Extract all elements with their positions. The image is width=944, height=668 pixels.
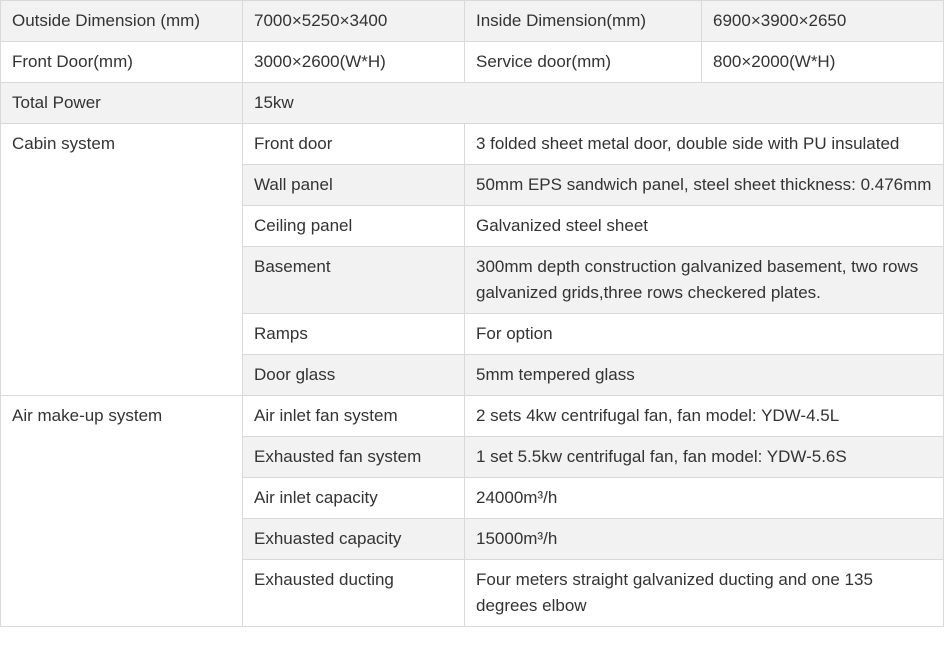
air-item-name: Air inlet capacity (243, 478, 465, 519)
cabin-item-value: 50mm EPS sandwich panel, steel sheet thickness: 0.476mm (465, 165, 944, 206)
cabin-item-value: 3 folded sheet metal door, double side with PU insulated (465, 124, 944, 165)
service-door-size-value: 800×2000(W*H) (702, 42, 944, 83)
cabin-item-name: Door glass (243, 355, 465, 396)
outside-dimension-label: Outside Dimension (mm) (1, 1, 243, 42)
air-item-name: Exhausted ducting (243, 560, 465, 627)
cabin-item-name: Basement (243, 247, 465, 314)
table-row (1, 42, 944, 83)
table-row (1, 1, 944, 42)
cabin-item-value: For option (465, 314, 944, 355)
cabin-system-label: Cabin system (1, 124, 243, 396)
table-row (1, 124, 944, 165)
table-row (1, 83, 944, 124)
air-item-name: Exhuasted capacity (243, 519, 465, 560)
table-row (1, 396, 944, 437)
cabin-item-name: Wall panel (243, 165, 465, 206)
total-power-value: 15kw (243, 83, 944, 124)
cabin-item-value: 300mm depth construction galvanized basement, two rows galvanized grids,three rows checkered plates. (465, 247, 944, 314)
air-system-label: Air make-up system (1, 396, 243, 627)
cabin-item-name: Ceiling panel (243, 206, 465, 247)
air-item-name: Exhausted fan system (243, 437, 465, 478)
inside-dimension-label: Inside Dimension(mm) (465, 1, 702, 42)
cabin-item-name: Ramps (243, 314, 465, 355)
air-item-value: 2 sets 4kw centrifugal fan, fan model: YDW-4.5L (465, 396, 944, 437)
air-item-name: Air inlet fan system (243, 396, 465, 437)
front-door-size-label: Front Door(mm) (1, 42, 243, 83)
air-item-value: 15000m³/h (465, 519, 944, 560)
inside-dimension-value: 6900×3900×2650 (702, 1, 944, 42)
cabin-item-name: Front door (243, 124, 465, 165)
outside-dimension-value: 7000×5250×3400 (243, 1, 465, 42)
cabin-item-value: 5mm tempered glass (465, 355, 944, 396)
air-item-value: Four meters straight galvanized ducting and one 135 degrees elbow (465, 560, 944, 627)
front-door-size-value: 3000×2600(W*H) (243, 42, 465, 83)
air-item-value: 24000m³/h (465, 478, 944, 519)
service-door-size-label: Service door(mm) (465, 42, 702, 83)
air-item-value: 1 set 5.5kw centrifugal fan, fan model: YDW-5.6S (465, 437, 944, 478)
total-power-label: Total Power (1, 83, 243, 124)
cabin-item-value: Galvanized steel sheet (465, 206, 944, 247)
